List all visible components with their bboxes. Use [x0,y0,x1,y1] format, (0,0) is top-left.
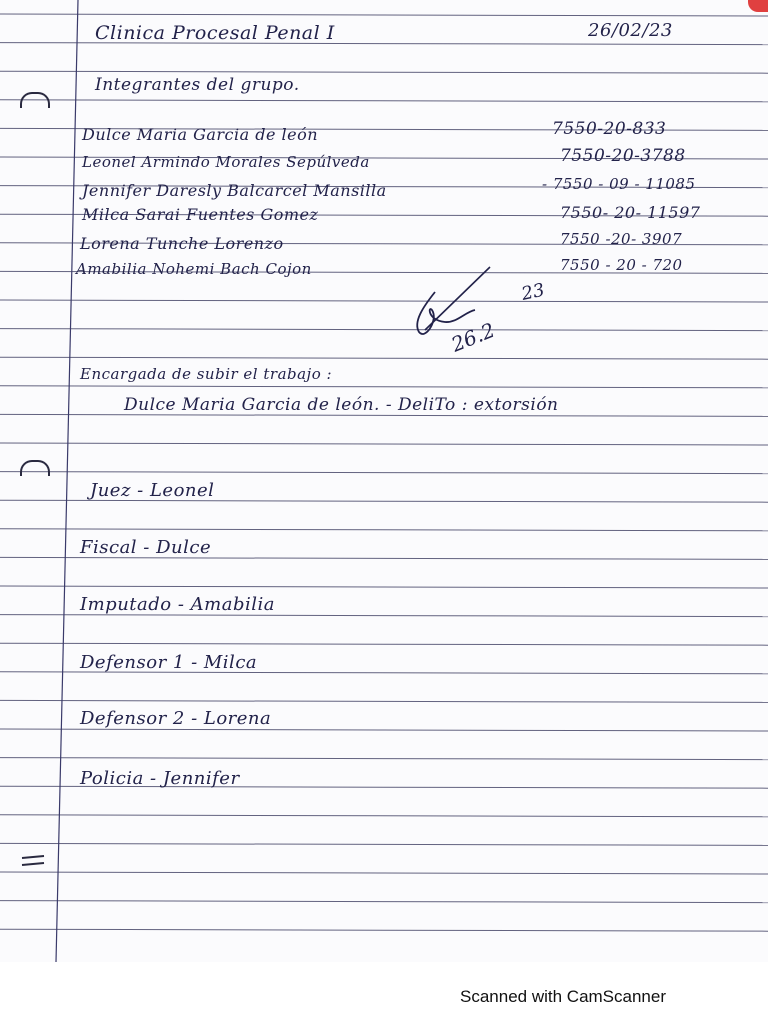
ruled-line [0,586,768,588]
ruled-line [0,386,768,388]
member-name: Lorena Tunche Lorenzo [80,234,284,253]
page-title: Clinica Procesal Penal I [95,22,335,44]
member-phone: 7550 - 20 - 720 [560,256,683,274]
role-entry: Policia - Jennifer [80,768,240,789]
member-name: Milca Sarai Fuentes Gomez [82,205,319,224]
svg-text:26.2: 26.2 [447,317,499,357]
upload-label: Encargada de subir el trabajo : [80,365,333,383]
ruled-line [0,529,768,531]
punch-hole-top [20,92,50,108]
member-phone: 7550- 20- 11597 [560,203,701,222]
ruled-line [0,357,768,359]
member-name: Amabilia Nohemi Bach Cojon [76,260,312,278]
ruled-line [0,14,768,16]
ruled-line [0,643,768,645]
ruled-line [0,872,768,874]
role-entry: Defensor 2 - Lorena [80,708,272,729]
group-heading: Integrantes del grupo. [95,75,300,95]
handwritten-signature [405,262,565,362]
ruled-line [0,815,768,817]
member-name: Leonel Armindo Morales Sepúlveda [82,153,370,171]
punch-hole-middle [20,460,50,476]
ruled-line [0,443,768,445]
ruled-line [0,843,768,845]
ruled-line [0,472,768,474]
ruled-line [0,729,768,731]
scanner-watermark: Scanned with CamScanner [460,987,667,1006]
punch-hole-bottom [20,852,46,866]
member-phone: 7550 -20- 3907 [560,230,683,248]
role-entry: Defensor 1 - Milca [80,652,258,673]
ruled-line [0,758,768,760]
role-entry: Imputado - Amabilia [80,594,275,615]
margin-line [56,0,78,962]
member-phone: 7550-20-833 [552,119,667,139]
ruled-line [0,300,768,302]
ruled-line [0,329,768,331]
ruled-line [0,901,768,903]
ruled-line [0,100,768,102]
member-phone: 7550-20-3788 [560,146,686,166]
upload-value: Dulce Maria Garcia de león. - DeliTo : extorsión [124,395,559,415]
member-phone: - 7550 - 09 - 11085 [542,175,696,193]
ruled-line [0,71,768,73]
svg-text:23: 23 [519,279,547,305]
page-date: 26/02/23 [588,20,673,41]
role-entry: Juez - Leonel [90,480,215,501]
member-name: Dulce Maria Garcia de león [82,125,319,144]
role-entry: Fiscal - Dulce [80,537,212,558]
ruled-line [0,929,768,931]
ruled-line [0,700,768,702]
member-name: Jennifer Daresly Balcarcel Mansilla [82,181,387,200]
